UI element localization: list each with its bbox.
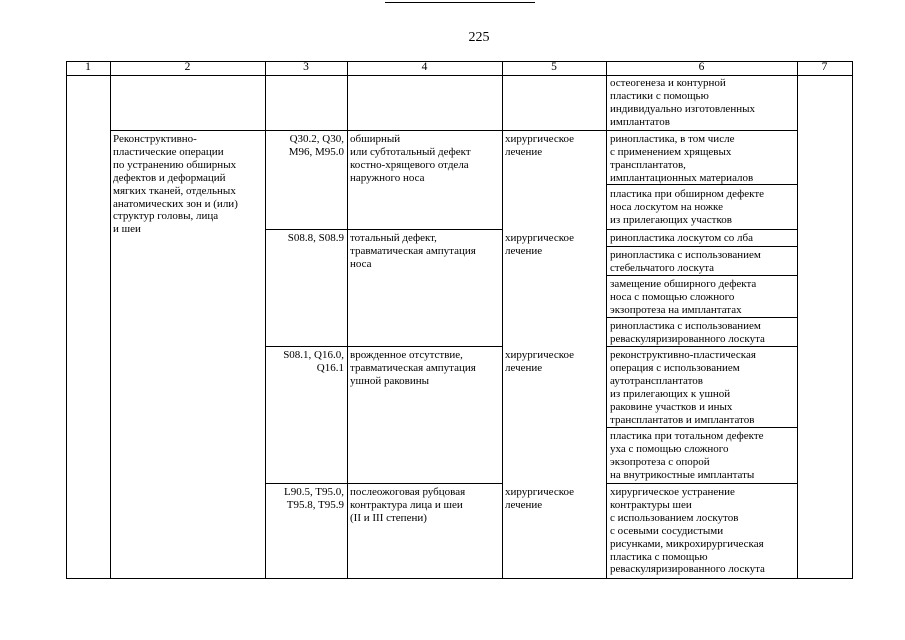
header-col-1: 1 [85, 61, 91, 73]
diagnosis-codes: S08.8, S08.9 [287, 232, 344, 244]
patient-model: послеожоговая рубцовая контрактура лица и шеи (II и III степени) [350, 486, 466, 524]
header-col-7: 7 [821, 61, 828, 73]
treatment-type: хирургическое лечение [505, 232, 575, 257]
method-text: ринопластика с использованием стебельчатого лоскута [610, 249, 761, 274]
diagnosis-codes: Q30.2, Q30, M96, M95.0 [288, 133, 344, 158]
method-text: реконструктивно-пластическая операция с использованием аутотрансплантатов из прилегающих к ушной раковине участков и иных трансплантатов и имплантатов [610, 349, 756, 426]
header-col-3: 3 [303, 61, 309, 73]
treatment-type: хирургическое лечение [505, 486, 575, 511]
patient-model: обширный или субтотальный дефект костно-хрящевого отдела наружного носа [350, 133, 471, 184]
header-col-6: 6 [698, 61, 705, 73]
method-text: ринопластика лоскутом со лба [610, 232, 754, 244]
method-text: пластика при тотальном дефекте уха с помощью сложного экзопротеза с опорой на внутрикостные имплантаты [610, 430, 764, 481]
page-number: 225 [468, 30, 490, 45]
diagnosis-codes: L90.5, T95.0, T95.8, T95.9 [284, 486, 344, 511]
patient-model: врожденное отсутствие, травматическая ампутация ушной раковины [350, 349, 476, 387]
method-text: пластика при обширном дефекте носа лоскутом на ножке из прилегающих участков [610, 188, 765, 226]
procedure-group-name: Реконструктивно- пластические операции по устранению обширных дефектов и деформаций мягких тканей, отдельных анатомических зон и (или) структур головы, лица и шеи [113, 133, 238, 236]
patient-model: тотальный дефект, травматическая ампутация носа [350, 232, 476, 270]
method-text: ринопластика с использованием реваскуляризированного лоскута [610, 320, 765, 345]
method-text: ринопластика, в том числе с применением хрящевых трансплантатов, имплантационных материалов [610, 133, 754, 184]
top-rule [385, 2, 535, 3]
treatment-type: хирургическое лечение [505, 349, 575, 374]
method-text: хирургическое устранение контрактуры шеи с использованием лоскутов с осевыми сосудистыми рисунками, микрохирургическая пластика с помощью реваскуляризированного лоскута [610, 486, 765, 576]
method-text: остеогенеза и контурной пластики с помощью индивидуально изготовленных имплантатов [610, 77, 755, 128]
method-text: замещение обширного дефекта носа с помощью сложного экзопротеза на имплантатах [610, 278, 757, 316]
header-col-2: 2 [184, 61, 191, 73]
header-col-5: 5 [551, 61, 557, 73]
header-col-4: 4 [421, 61, 428, 73]
treatment-type: хирургическое лечение [505, 133, 575, 158]
diagnosis-codes: S08.1, Q16.0, Q16.1 [283, 349, 344, 374]
